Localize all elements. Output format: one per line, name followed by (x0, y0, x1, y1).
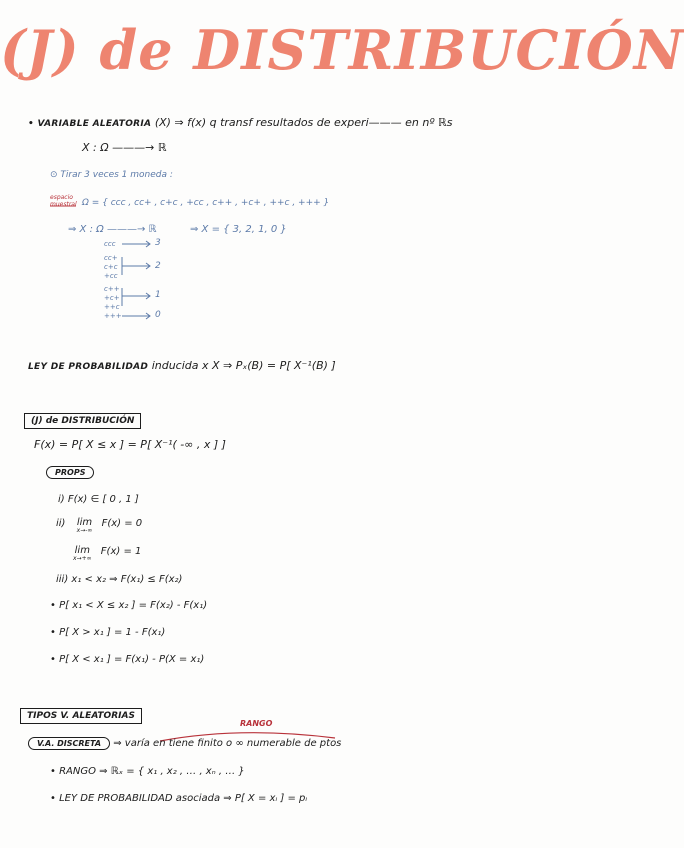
property-3: iii) x₁ < x₂ ⇒ F(x₁) ≤ F(x₂) (56, 574, 183, 585)
value-2: 2 (155, 261, 161, 271)
outcome: c+c (104, 263, 118, 271)
va-discreta-text: ⇒ varía en (113, 738, 166, 749)
va-discreta-rango: tiene finito o ∞ numerable de ptos (168, 738, 342, 749)
ley-caps: LEY DE PROBABILIDAD (28, 362, 149, 372)
limit-minus-inf (77, 518, 93, 534)
page-title: (J) de DISTRIBUCIÓN (0, 18, 684, 82)
bullet-interval: • P[ x₁ < X ≤ x₂ ] = F(x₂) - F(x₁) (50, 600, 208, 611)
lim-sub: x→-∞ (76, 527, 93, 534)
ley-discreta: • LEY DE PROBABILIDAD asociada ⇒ P[ X = xᵢ ] = pᵢ (50, 793, 308, 804)
property-2b: F(x) = 1 (100, 546, 142, 557)
outcome: +c+ (104, 294, 120, 302)
value-0: 0 (155, 310, 161, 320)
property-2b-line (73, 546, 141, 562)
section-box-tipos: TIPOS V. ALEATORIAS (20, 708, 142, 724)
definition-mapping: X : Ω ———→ ℝ (82, 141, 167, 154)
va-discreta-line (28, 738, 341, 749)
distribution-formula: F(x) = P[ X ≤ x ] = P[ X⁻¹( -∞ , x ] ] (34, 438, 226, 451)
example-label: ⊙ Tirar 3 veces 1 moneda : (50, 170, 173, 180)
value-1: 1 (155, 290, 161, 300)
ley-text: inducida x X ⇒ Pₓ(B) = P[ X⁻¹(B) ] (151, 359, 336, 372)
limit-plus-inf (73, 546, 92, 562)
outcome: +++ (104, 312, 122, 320)
definition-text: (X) ⇒ f(x) q transf resultados de experi——— en nº ℝs (154, 116, 453, 129)
bullet-greater: • P[ X > x₁ ] = 1 - F(x₁) (50, 627, 166, 638)
outcome: ++c (104, 303, 120, 311)
lim-sub: x→+∞ (73, 555, 92, 562)
property-2-label: ii) (56, 518, 66, 529)
outcome: cc+ (104, 254, 118, 262)
value-3: 3 (155, 238, 161, 248)
definition-head: • VARIABLE ALEATORIA (28, 119, 152, 129)
outcome: +cc (104, 272, 118, 280)
section-box-distribucion: (J) de DISTRIBUCIÓN (24, 413, 141, 429)
map-arrow-2: ⇒ X = { 3, 2, 1, 0 } (190, 224, 287, 235)
lim-word: lim (74, 545, 90, 556)
sample-space-note: espacio muestral (50, 194, 77, 208)
ley-probabilidad (28, 359, 336, 372)
bullet-less: • P[ X < x₁ ] = F(x₁) - P(X = x₁) (50, 654, 205, 665)
outcome: ccc (104, 240, 116, 248)
props-badge: PROPS (46, 466, 94, 479)
property-2a: F(x) = 0 (101, 518, 143, 529)
rango-definition: • RANGO ⇒ ℝₓ = { x₁ , x₂ , … , xₙ , … } (50, 766, 245, 777)
va-discreta-badge: V.A. DISCRETA (28, 737, 110, 750)
property-2 (56, 518, 142, 534)
outcome: c++ (104, 285, 120, 293)
property-1: i) F(x) ∈ [ 0 , 1 ] (58, 494, 139, 505)
map-arrow-1: ⇒ X : Ω ———→ ℝ (68, 224, 157, 235)
rango-annotation: RANGO (240, 719, 273, 728)
lim-word: lim (76, 517, 93, 528)
sample-space: Ω = { ccc , cc+ , c+c , +cc , c++ , +c+ , ++c , +++ } (82, 198, 330, 208)
